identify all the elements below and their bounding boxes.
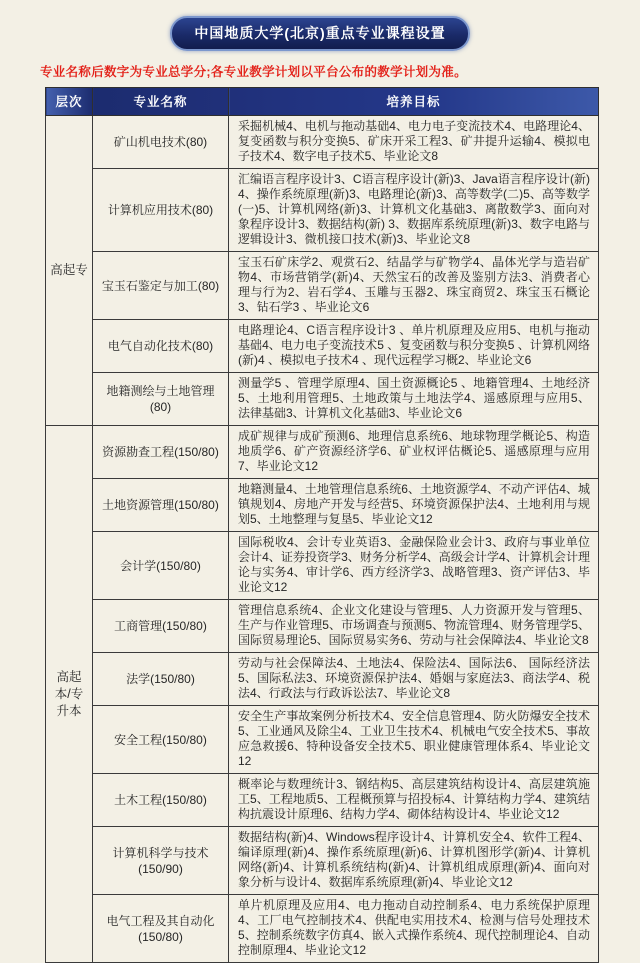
objectives-cell: 概率论与数理统计3、钢结构5、高层建筑结构设计4、高层建筑施工5、工程地质5、工程概预算与招投标4、计算结构力学4、建筑结构抗震设计原理6、结构力学4、砌体结构设计4、毕业论文12 <box>229 774 599 827</box>
major-cell: 矿山机电技术(80) <box>93 116 229 169</box>
table-header-row <box>46 88 599 116</box>
column-header-level: 层次 <box>46 88 93 116</box>
table-row <box>46 895 599 963</box>
objectives-cell: 测量学5 、管理学原理4、国土资源概论5 、地籍管理4、土地经济5、土地利用管理5、土地政策与土地法学4、遥感原理与应用5、 法律基础3、计算机文化基础3、毕业论文6 <box>229 373 599 426</box>
major-cell: 资源勘查工程(150/80) <box>93 426 229 479</box>
table-row <box>46 169 599 252</box>
objectives-cell: 采掘机械4、电机与拖动基础4、电力电子变流技术4、电路理论4、复变函数与积分变换5、矿床开采工程3、矿井提升运输4、模拟电子技术4、数字电子技术5、毕业论文8 <box>229 116 599 169</box>
objectives-cell: 劳动与社会保障法4、土地法4、保险法4、国际法6、 国际经济法5、国际私法3、环境资源保护法4、婚姻与家庭法3、商法学4、税法4、行政法与行政诉讼法7、毕业论文8 <box>229 653 599 706</box>
level-cell: 高起本/专升本 <box>46 426 93 963</box>
table-row <box>46 653 599 706</box>
major-cell: 地籍测绘与土地管理(80) <box>93 373 229 426</box>
table-row <box>46 600 599 653</box>
objectives-cell: 安全生产事故案例分析技术4、安全信息管理4、防火防爆安全技术5、工业通风及除尘4、工业卫生技术4、机械电气安全技术5、事故应急救援6、特种设备安全技术5、职业健康管理体系4、毕业论文12 <box>229 706 599 774</box>
major-cell: 安全工程(150/80) <box>93 706 229 774</box>
major-cell: 土木工程(150/80) <box>93 774 229 827</box>
table-row <box>46 426 599 479</box>
objectives-cell: 宝玉石矿床学2、观赏石2、结晶学与矿物学4、晶体光学与造岩矿物4、市场营销学(新)4、天然宝石的改善及鉴别方法3、消费者心理与行为2、岩石学4、玉雕与玉器2、珠宝商贸2、珠宝玉石概论3、钻石学3 、毕业论文6 <box>229 252 599 320</box>
objectives-cell: 汇编语言程序设计3、C语言程序设计(新)3、Java语言程序设计(新) 4、操作系统原理(新)3、电路理论(新)3、高等数学(二)5、高等数学(一)5、计算机网络(新)3、计算机文化基础3、离散数学3、面向对象程序设计3、数据结构(新) 3、数据库系统原理(新)3、数字电路与逻辑设计3、微机接口技术(新)3、毕业论文8 <box>229 169 599 252</box>
table-row <box>46 116 599 169</box>
major-cell: 计算机科学与技术(150/90) <box>93 827 229 895</box>
column-header-major: 专业名称 <box>93 88 229 116</box>
table-row <box>46 706 599 774</box>
table-row <box>46 532 599 600</box>
level-cell: 高起专 <box>46 116 93 426</box>
table-row <box>46 479 599 532</box>
major-cell: 宝玉石鉴定与加工(80) <box>93 252 229 320</box>
notice-text: 专业名称后数字为专业总学分;各专业教学计划以平台公布的教学计划为准。 <box>40 65 467 79</box>
objectives-cell: 数据结构(新)4、Windows程序设计4、计算机安全4、软件工程4、 编译原理(新)4、操作系统原理(新)6、计算机图形学(新)4、计算机网络(新)4、计算机系统结构(新)4、计算机组成原理(新)4、面向对象分析与设计4、数据库系统原理(新)4、毕业论文12 <box>229 827 599 895</box>
courses-table <box>45 87 599 963</box>
table-row <box>46 373 599 426</box>
objectives-cell: 单片机原理及应用4、电力拖动自动控制系4、电力系统保护原理4、工厂电气控制技术4、供配电实用技术4、检测与信号处理技术5、控制系统数字仿真4、嵌入式操作系统4、现代控制理论4、自动控制原理4、毕业论文12 <box>229 895 599 963</box>
major-cell: 会计学(150/80) <box>93 532 229 600</box>
table-row <box>46 252 599 320</box>
table-body <box>46 116 599 963</box>
table-row <box>46 774 599 827</box>
table-row <box>46 827 599 895</box>
objectives-cell: 成矿规律与成矿预测6、地理信息系统6、地球物理学概论5、构造地质学6、矿产资源经济学6、矿业权评估概论5、遥感原理与应用7、毕业论文12 <box>229 426 599 479</box>
page-title: 中国地质大学(北京)重点专业课程设置 <box>170 16 469 51</box>
major-cell: 计算机应用技术(80) <box>93 169 229 252</box>
major-cell: 工商管理(150/80) <box>93 600 229 653</box>
major-cell: 电气自动化技术(80) <box>93 320 229 373</box>
objectives-cell: 地籍测量4、土地管理信息系统6、土地资源学4、不动产评估4、城镇规划4、房地产开发与经营5、环境资源保护法4、土地利用与规划5、土地整理与复垦5、毕业论文12 <box>229 479 599 532</box>
objectives-cell: 国际税收4、会计专业英语3、金融保险业会计3、政府与事业单位会计4、证券投资学3、财务分析学4、高级会计学4、计算机会计理论与实务4、审计学6、西方经济学3、战略管理3、资产评估3、毕业论文12 <box>229 532 599 600</box>
objectives-cell: 管理信息系统4、企业文化建设与管理5、人力资源开发与管理5、生产与作业管理5、市场调查与预测5、物流管理4、财务管理学5、国际贸易理论5、国际贸易实务6、劳动与社会保障法4、毕业论文8 <box>229 600 599 653</box>
objectives-cell: 电路理论4、C语言程序设计3 、单片机原理及应用5、电机与拖动基础4、电力电子变流技术5 、复变函数与积分变换5 、计算机网络(新)4 、模拟电子技术4 、现代远程学习概2、毕业论文6 <box>229 320 599 373</box>
major-cell: 电气工程及其自动化 (150/80) <box>93 895 229 963</box>
major-cell: 土地资源管理(150/80) <box>93 479 229 532</box>
table-row <box>46 320 599 373</box>
column-header-objectives: 培养目标 <box>229 88 599 116</box>
major-cell: 法学(150/80) <box>93 653 229 706</box>
banner-container <box>0 0 640 51</box>
